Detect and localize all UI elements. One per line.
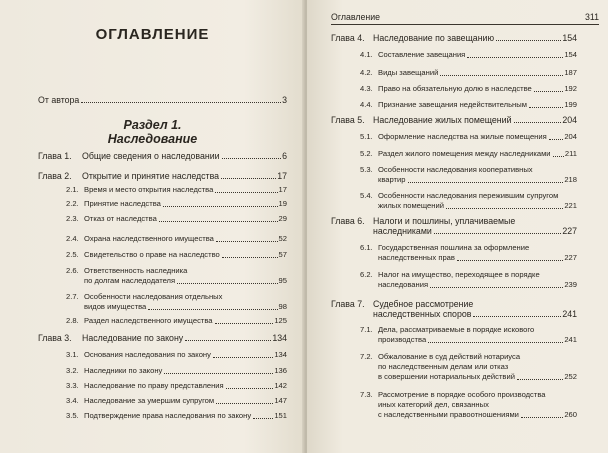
toc-subsection: 5.2. Раздел жилого помещения между наследниками 211 bbox=[360, 149, 577, 158]
toc-subsection: 3.2. Наследники по закону 136 bbox=[66, 366, 287, 375]
toc-subsection: 5.3. Особенности наследования кооперативных bbox=[360, 165, 533, 174]
toc-subsection-continued: наследственных прав 227 bbox=[378, 253, 577, 262]
toc-subsection-continued: в совершении нотариальных действий 252 bbox=[378, 372, 577, 381]
toc-subsection: 5.1. Оформление наследства на жилые помещения 204 bbox=[360, 132, 577, 141]
toc-subsection: 3.4. Наследование за умершим супругом 147 bbox=[66, 396, 287, 405]
toc-subsection: 2.2. Принятие наследства 19 bbox=[66, 199, 287, 208]
toc-subsection: 2.5. Свидетельство о праве на наследство 57 bbox=[66, 250, 287, 259]
toc-subsection: 3.1. Основания наследования по закону 134 bbox=[66, 350, 287, 359]
toc-entry-preface: От автора 3 bbox=[38, 95, 287, 105]
toc-subsection: 2.3. Отказ от наследства 29 bbox=[66, 214, 287, 223]
toc-subsection: 2.4. Охрана наследственного имущества 52 bbox=[66, 234, 287, 243]
toc-subsection: 4.1. Составление завещания 154 bbox=[360, 50, 577, 59]
toc-subsection-continued: по долгам наследодателя 95 bbox=[84, 276, 287, 285]
toc-subsection-continued: иных категорий дел, связанных bbox=[378, 400, 489, 409]
toc-subsection: 5.4. Особенности наследования пережившим супругом bbox=[360, 191, 559, 200]
toc-subsection: 3.5. Подтверждение права наследования по закону 151 bbox=[66, 411, 287, 420]
toc-chapter: Глава 7. Судебное рассмотрение bbox=[331, 299, 474, 309]
toc-chapter: Глава 1. Общие сведения о наследовании 6 bbox=[38, 151, 287, 161]
toc-subsection: 4.2. Виды завещаний 187 bbox=[360, 68, 577, 77]
section-heading: Раздел 1. Наследование bbox=[107, 118, 198, 146]
toc-subsection: 2.6. Ответственность наследника bbox=[66, 266, 188, 275]
toc-title: ОГЛАВЛЕНИЕ bbox=[95, 26, 210, 43]
toc-subsection: 2.7. Особенности наследования отдельных bbox=[66, 292, 223, 301]
toc-subsection-continued: наследования 239 bbox=[378, 280, 577, 289]
toc-chapter: Глава 3. Наследование по закону 134 bbox=[38, 333, 287, 343]
toc-subsection: 6.2. Налог на имущество, переходящее в порядке bbox=[360, 270, 540, 279]
toc-subsection: 7.1. Дела, рассматриваемые в порядке искового bbox=[360, 325, 535, 334]
toc-subsection: 2.1. Время и место открытия наследства 17 bbox=[66, 185, 287, 194]
toc-chapter: Глава 5. Наследование жилых помещений 204 bbox=[331, 115, 577, 125]
page-number: 311 bbox=[584, 12, 599, 22]
toc-subsection-continued: по наследственным делам или отказ bbox=[378, 362, 509, 371]
toc-subsection-continued: с наследственными правоотношениями 260 bbox=[378, 410, 577, 419]
toc-subsection: 4.4. Признание завещания недействительным 199 bbox=[360, 100, 577, 109]
toc-subsection: 7.3. Рассмотрение в порядке особого производства bbox=[360, 390, 546, 399]
toc-subsection-continued: квартир 218 bbox=[378, 175, 577, 184]
toc-subsection-continued: видов имущества 98 bbox=[84, 302, 287, 311]
running-header bbox=[331, 12, 599, 25]
toc-chapter-continued: наследственных споров 241 bbox=[373, 309, 577, 319]
toc-subsection-continued: жилых помещений 221 bbox=[378, 201, 577, 210]
toc-subsection-continued: производства 241 bbox=[378, 335, 577, 344]
toc-subsection: 7.2. Обжалование в суд действий нотариуса bbox=[360, 352, 521, 361]
running-title: Оглавление bbox=[331, 12, 381, 22]
toc-chapter: Глава 4. Наследование по завещанию 154 bbox=[331, 33, 577, 43]
toc-subsection: 6.1. Государственная пошлина за оформление bbox=[360, 243, 530, 252]
toc-chapter-continued: наследниками 227 bbox=[373, 226, 577, 236]
toc-subsection: 4.3. Право на обязательную долю в наследстве 192 bbox=[360, 84, 577, 93]
toc-chapter: Глава 6. Налоги и пошлины, уплачиваемые bbox=[331, 216, 516, 226]
toc-subsection: 3.3. Наследование по праву представления 142 bbox=[66, 381, 287, 390]
toc-chapter: Глава 2. Открытие и принятие наследства 17 bbox=[38, 171, 287, 181]
toc-subsection: 2.8. Раздел наследственного имущества 125 bbox=[66, 316, 287, 325]
